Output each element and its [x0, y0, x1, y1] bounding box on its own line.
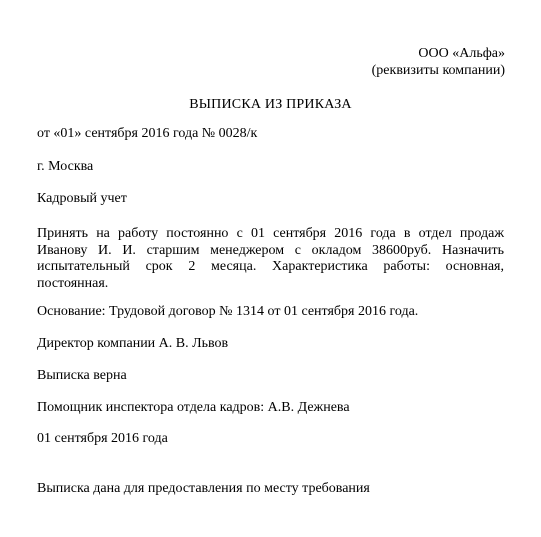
organization-name: ООО «Альфа»	[418, 46, 505, 61]
certified-line: Выписка верна	[37, 368, 127, 383]
order-text: Принять на работу постоянно с 01 сентября 2016 года в отдел продаж Иванову И. И. старшим менеджером с окладом 38600руб. Назначить испытательный срок 2 месяца. Характеристика работы: основная, постоянная.	[37, 226, 504, 291]
basis-line: Основание: Трудовой договор № 1314 от 01 сентября 2016 года.	[37, 304, 419, 319]
section-heading: Кадровый учет	[37, 191, 127, 206]
organization-block	[372, 45, 505, 79]
organization-requisites: (реквизиты компании)	[371, 63, 505, 78]
order-date-number: от «01» сентября 2016 года № 0028/к	[37, 126, 258, 141]
purpose-line: Выписка дана для предоставления по месту требования	[37, 481, 370, 496]
issue-date: 01 сентября 2016 года	[37, 431, 168, 446]
city: г. Москва	[37, 159, 94, 174]
assistant-line: Помощник инспектора отдела кадров: А.В. Дежнева	[37, 400, 350, 415]
document-title: ВЫПИСКА ИЗ ПРИКАЗА	[189, 97, 352, 112]
director-line: Директор компании А. В. Львов	[37, 336, 229, 351]
